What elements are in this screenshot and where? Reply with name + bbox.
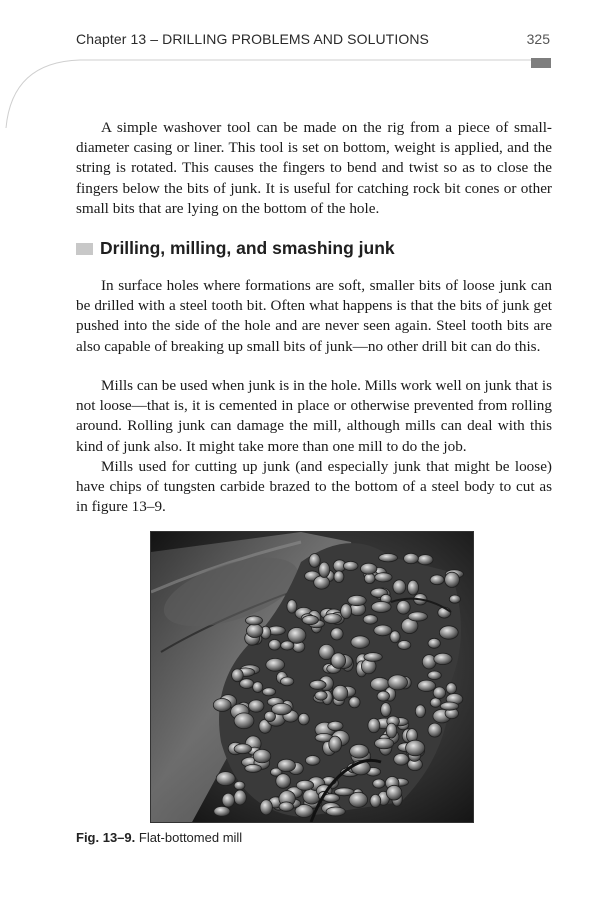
carbide-chip xyxy=(368,718,380,732)
carbide-chip xyxy=(349,697,360,708)
carbide-chip xyxy=(439,626,458,639)
carbide-chip xyxy=(375,738,394,749)
carbide-chip xyxy=(328,721,343,730)
carbide-chip xyxy=(386,785,401,800)
carbide-chip xyxy=(331,628,343,640)
page-number: 325 xyxy=(526,31,550,47)
carbide-chip xyxy=(260,800,272,815)
carbide-chip xyxy=(361,563,377,574)
paragraph-mills xyxy=(76,376,552,457)
carbide-chip xyxy=(287,600,297,613)
carbide-chip xyxy=(415,705,425,718)
carbide-chip xyxy=(349,792,368,807)
carbide-chip xyxy=(430,575,444,585)
paragraph-text: Mills used for cutting up junk (and especially junk that might be loose) have chips of tungsten carbide brazed to the bottom of a steel body to cut as in figure 13–9. xyxy=(76,458,552,516)
carbide-chip xyxy=(247,624,263,638)
carbide-chip xyxy=(216,772,235,786)
carbide-chip xyxy=(214,806,230,816)
carbide-chip xyxy=(406,740,425,756)
carbide-chip xyxy=(240,679,254,689)
carbide-chip xyxy=(364,573,375,583)
carbide-chip xyxy=(350,744,369,758)
carbide-chip xyxy=(341,604,352,619)
carbide-chip xyxy=(348,595,366,605)
carbide-chip xyxy=(269,640,281,651)
carbide-chip xyxy=(397,601,410,615)
carbide-chip xyxy=(213,699,231,712)
carbide-chip xyxy=(440,702,458,710)
carbide-chip xyxy=(434,653,452,664)
carbide-chip xyxy=(430,698,441,707)
carbide-chip xyxy=(234,744,251,754)
figure-photo-flat-bottomed-mill xyxy=(150,531,474,823)
carbide-chip xyxy=(314,576,330,589)
carbide-chip xyxy=(310,680,326,689)
paragraph-mills-cutting xyxy=(76,457,552,518)
heading-square-icon xyxy=(76,243,93,255)
paragraph-surface-holes xyxy=(76,276,552,357)
carbide-chip xyxy=(393,580,406,594)
carbide-chip xyxy=(245,764,262,772)
carbide-chip xyxy=(370,794,381,807)
carbide-chip xyxy=(428,671,442,680)
carbide-chip xyxy=(315,691,327,700)
carbide-chip xyxy=(418,680,436,691)
carbide-chip xyxy=(404,553,419,563)
carbide-chip xyxy=(407,580,418,595)
carbide-chip xyxy=(446,683,456,694)
carbide-chip xyxy=(381,703,391,717)
figure-caption-text: Flat-bottomed mill xyxy=(138,830,243,845)
carbide-chip xyxy=(379,554,398,562)
carbide-chip xyxy=(280,677,293,686)
carbide-chip xyxy=(408,612,427,621)
carbide-chip xyxy=(279,802,293,811)
section-heading xyxy=(76,238,395,259)
carbide-chip xyxy=(363,615,377,624)
carbide-chip xyxy=(272,703,292,714)
carbide-chip xyxy=(343,561,358,570)
carbide-chip xyxy=(334,571,344,583)
carbide-chip xyxy=(377,691,389,701)
carbide-chip xyxy=(278,759,296,771)
carbide-chip xyxy=(373,779,385,788)
carbide-chip xyxy=(266,658,285,671)
carbide-chip xyxy=(331,653,346,669)
carbide-chip xyxy=(302,615,318,624)
figure-label: Fig. 13–9. xyxy=(76,830,136,845)
carbide-chip xyxy=(428,638,440,648)
header-tab-marker xyxy=(531,58,551,68)
carbide-chip xyxy=(253,682,263,693)
carbide-chip xyxy=(232,669,244,682)
carbide-chip xyxy=(364,653,382,662)
paragraph-text: Mills can be used when junk is in the hole. Mills work well on junk that is not loose—that is, it is cemented in place or otherwise prevented from rolling around. Rolling junk can damage the mill, although mills can deal with this kind of junk also. It might take more than one mill to do the job. xyxy=(76,377,552,455)
running-header-chapter: Chapter 13 – DRILLING PROBLEMS AND SOLUTIONS xyxy=(76,31,429,47)
carbide-chip xyxy=(288,628,306,644)
carbide-chip xyxy=(305,756,320,766)
section-heading-text: Drilling, milling, and smashing junk xyxy=(100,238,395,258)
carbide-chip xyxy=(326,807,345,816)
carbide-chip xyxy=(319,562,330,577)
carbide-chip xyxy=(433,687,445,699)
carbide-chip xyxy=(428,723,442,737)
carbide-chip xyxy=(296,780,313,790)
carbide-chip xyxy=(329,736,342,752)
carbide-chip xyxy=(262,688,275,696)
carbide-chip xyxy=(309,554,320,568)
header-rule xyxy=(0,0,600,130)
carbide-chip xyxy=(388,675,408,690)
carbide-chip xyxy=(333,685,348,701)
carbide-chip xyxy=(375,573,392,582)
paragraph-washover xyxy=(76,118,552,219)
carbide-chip xyxy=(445,572,460,587)
carbide-chip xyxy=(234,713,254,729)
carbide-chip xyxy=(222,793,234,807)
carbide-chip xyxy=(246,616,263,625)
carbide-chip xyxy=(234,781,245,790)
carbide-chip xyxy=(253,749,271,763)
carbide-chip xyxy=(398,641,411,650)
carbide-chip xyxy=(386,723,397,738)
carbide-chip xyxy=(371,602,391,613)
carbide-chip xyxy=(418,555,433,565)
carbide-chip xyxy=(276,774,291,789)
paragraph-text: In surface holes where formations are soft, smaller bits of loose junk can be drilled with a steel tooth bit. Often what happens is that the bits of junk get pushed into the side of the hole and are never seen again. Steel tooth bits are also capable of breaking up small bits of junk—no other drill bit can do this. xyxy=(76,277,552,355)
carbide-chip xyxy=(374,625,392,636)
carbide-chip xyxy=(394,754,409,766)
carbide-chip xyxy=(351,636,370,649)
carbide-chip xyxy=(324,614,342,624)
carbide-chip xyxy=(249,700,264,712)
carbide-chip xyxy=(449,595,460,603)
carbide-chip xyxy=(234,790,246,805)
carbide-chip xyxy=(298,713,309,725)
figure-caption xyxy=(76,830,242,845)
paragraph-text: A simple washover tool can be made on the rig from a piece of small-diameter casing or liner. This tool is set on bottom, weight is applied, and the string is rotated. This causes the fingers to bend and twist so as to close the fingers below the bits of junk. It is useful for catching rock bit cones or other small bits that are lying on the bottom of the hole. xyxy=(76,119,552,217)
